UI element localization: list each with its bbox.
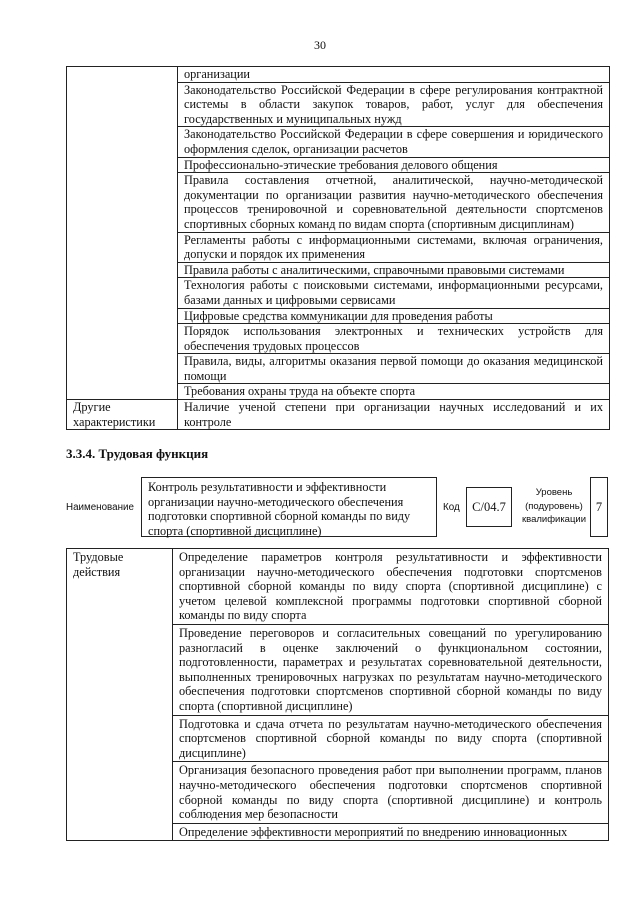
table-cell: Подготовка и сдача отчета по результатам научно-методического обеспечения спортсменов спортивной сборной команды по виду спорта (спортивной дисциплине) <box>173 715 609 762</box>
labor-actions-table <box>66 548 609 841</box>
level-label: Уровень (подуровень) квалификации <box>521 487 587 525</box>
table-cell: Порядок использования электронных и технических устройств для обеспечения трудовых процессов <box>178 324 610 354</box>
table-cell: Правила работы с аналитическими, справочными правовыми системами <box>178 262 610 278</box>
table-cell <box>173 823 609 840</box>
table-cell: Законодательство Российской Федерации в сфере регулирования контрактной системы в области закупок товаров, работ, услуг для обеспечения государственных и муниципальных нужд <box>178 82 610 127</box>
code-label: Код <box>443 502 460 513</box>
table-cell: Регламенты работы с информационными системами, включая ограничения, допуски и порядок их применения <box>178 232 610 262</box>
function-name-box: Контроль результативности и эффективности организации научно-методического обеспечения подготовки спортивной сборной команды по виду спорта (спортивной дисциплине) <box>141 477 437 537</box>
row-label: Трудовые действия <box>67 549 173 841</box>
table-cell: Требования охраны труда на объекте спорта <box>178 384 610 400</box>
table-cell: Правила, виды, алгоритмы оказания первой помощи до оказания медицинской помощи <box>178 354 610 384</box>
table-cell: организации <box>178 67 610 83</box>
knowledge-table <box>66 66 610 430</box>
table-row <box>67 67 610 83</box>
table-cell: Цифровые средства коммуникации для проведения работы <box>178 308 610 324</box>
table-cell: Технология работы с поисковыми системами, информационными ресурсами, базами данных и цифровыми сервисами <box>178 278 610 308</box>
cell-text: Определение эффективности мероприятий по внедрению инновационных <box>179 824 568 839</box>
page-number: 30 <box>314 38 326 52</box>
level-value-box: 7 <box>590 477 608 537</box>
table-cell: Определение параметров контроля результативности и эффективности организации научно-методического обеспечения подготовки спортсменов спортивной сборной команды по виду спорта (спортивной дисциплине) с учетом целевой комплексной программы подготовки спортивной сборной команды по виду спорта <box>173 549 609 625</box>
function-code-box: C/04.7 <box>466 487 512 527</box>
table-cell: Организация безопасного проведения работ при выполнении программ, планов научно-методического обеспечения подготовки спортсменов спортивной сборной команды по виду спорта (спортивной дисциплине) и контроль соблюдения мер безопасности <box>173 762 609 823</box>
table-cell: Профессионально-этические требования делового общения <box>178 157 610 173</box>
name-label: Наименование <box>66 502 134 513</box>
section-heading: 3.3.4. Трудовая функция <box>66 446 209 461</box>
table-cell: Правила составления отчетной, аналитической, научно-методической документации по организации развития научно-методического обеспечения процессов тренировочной и соревновательной деятельности спортсменов спортивных сборных команд по видам спорта (спортивным дисциплинам) <box>178 173 610 232</box>
row-label: Другие характеристики <box>67 400 178 430</box>
table-row <box>67 549 609 625</box>
table-cell: Проведение переговоров и согласительных совещаний по урегулированию разногласий в оценке заключений о функциональном состоянии, подготовленности, параметрах и результатах соревновательной деятельности, выполненных тренировочных нагрузках по результатам научно-методического обеспечения подготовки спортсменов спортивной сборной команды по виду спорта (спортивной дисциплине) <box>173 624 609 715</box>
empty-label-cell <box>67 67 178 400</box>
table-cell: Наличие ученой степени при организации научных исследований и их контроле <box>178 400 610 430</box>
table-row <box>67 400 610 430</box>
table-cell: Законодательство Российской Федерации в сфере совершения и юридического оформления сделок, организации расчетов <box>178 127 610 157</box>
